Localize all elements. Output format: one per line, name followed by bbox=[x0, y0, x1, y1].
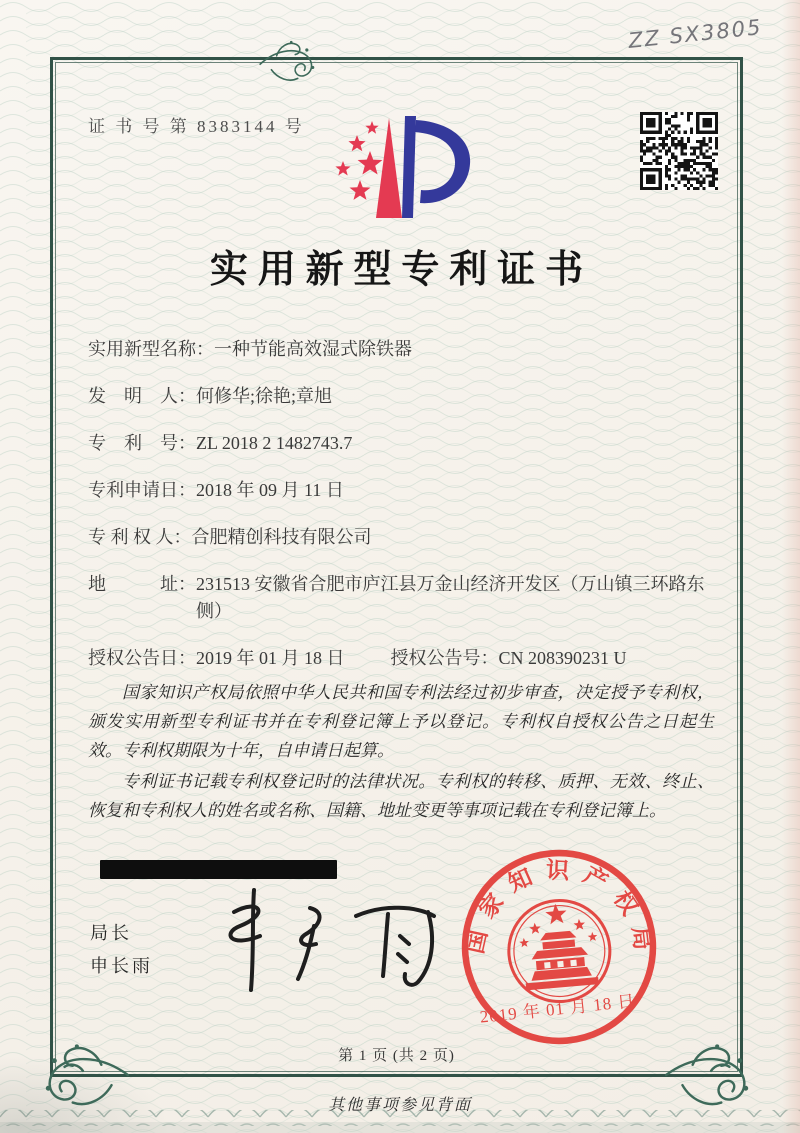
field-value: 合肥精创科技有限公司 bbox=[191, 527, 372, 547]
field-row-inventors bbox=[88, 383, 716, 410]
field-value: ZL 2018 2 1482743.7 bbox=[196, 433, 353, 453]
signer-title: 局长 bbox=[90, 923, 132, 943]
seal-agency-text: 国家知识产权局 bbox=[462, 857, 657, 964]
field-value: 2018 年 09 月 11 日 bbox=[196, 480, 344, 500]
grant-number-value: CN 208390231 U bbox=[498, 648, 627, 668]
photo-color-cast bbox=[782, 0, 800, 1133]
top-border-ornament-icon bbox=[254, 35, 323, 89]
field-value: 一种节能高效湿式除铁器 bbox=[214, 339, 412, 359]
field-value: 231513 安徽省合肥市庐江县万金山经济开发区（万山镇三环路东侧） bbox=[196, 574, 705, 621]
certificate-title: 实用新型专利证书 bbox=[209, 249, 593, 291]
grant-number-label: 授权公告号： bbox=[390, 648, 499, 668]
certificate-fields bbox=[88, 336, 716, 672]
field-label: 专利申请日： bbox=[88, 480, 196, 500]
emblem-gate-icon bbox=[521, 929, 598, 991]
field-row-patent-number bbox=[88, 430, 716, 457]
field-row-name bbox=[88, 336, 716, 363]
field-label: 发 明 人： bbox=[88, 386, 196, 406]
grant-date-label: 授权公告日： bbox=[88, 648, 196, 668]
field-label: 地 址： bbox=[88, 574, 196, 594]
cnipa-logo-icon bbox=[332, 106, 482, 228]
field-label: 实用新型名称： bbox=[88, 339, 214, 359]
field-value: 何修华;徐艳;章旭 bbox=[196, 386, 333, 406]
back-note: 其他事项参见背面 bbox=[327, 1097, 472, 1114]
seal-date: 2019 年 01 月 18 日 bbox=[478, 991, 637, 1027]
field-row-filing-date bbox=[88, 477, 716, 504]
redaction-bar bbox=[100, 860, 337, 879]
handwritten-code: ZZ SX3805 bbox=[627, 15, 764, 53]
official-seal bbox=[450, 838, 669, 1057]
legal-paragraph-1: 国家知识产权局依照中华人民共和国专利法经过初步审查，决定授予专利权，颁发实用新型专利证书并在专利登记簿上予以登记。专利权自授权公告之日起生效。专利权期限为十年，自申请日起算。 bbox=[88, 683, 714, 760]
field-row-address bbox=[88, 571, 716, 625]
field-label: 专 利 权 人： bbox=[88, 527, 192, 547]
qr-code bbox=[640, 112, 718, 190]
certificate-number: 证 书 号 第 8383144 号 bbox=[88, 117, 305, 136]
signer-name: 申长雨 bbox=[90, 956, 153, 976]
page-number: 第 1 页 (共 2 页) bbox=[338, 1048, 455, 1064]
field-label: 专 利 号： bbox=[88, 433, 196, 453]
grant-date-value: 2019 年 01 月 18 日 bbox=[196, 648, 345, 668]
signer-block bbox=[90, 924, 153, 990]
legal-text bbox=[88, 678, 714, 827]
grant-row bbox=[88, 645, 716, 672]
director-signature bbox=[208, 884, 448, 999]
legal-paragraph-2: 专利证书记载专利权登记时的法律状况。专利权的转移、质押、无效、终止、恢复和专利权人的姓名或名称、国籍、地址变更等事项记载在专利登记簿上。 bbox=[88, 772, 714, 820]
field-row-patentee bbox=[88, 524, 716, 551]
